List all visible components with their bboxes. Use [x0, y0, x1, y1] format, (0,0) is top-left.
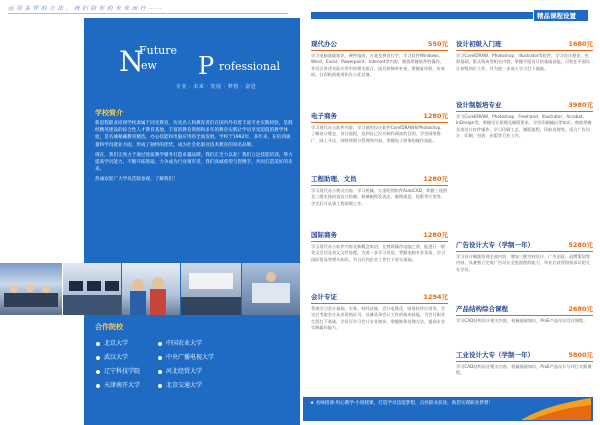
course-name: 设计初级入门班: [456, 40, 502, 48]
bullet-icon: [96, 384, 100, 388]
bullet-icon: [96, 370, 100, 374]
course-description: 学习CorelDRAW、Photoshop、Freehand、Illustrator、Acrobat、InDesign等，掌握设计原理及制版要求，学会印刷输出等知识，熟练掌握各类设计软件操作，学习印刷工艺、制版流程、印前处理等，适合广告设计、印刷、包装、出版等行业工作。: [456, 114, 592, 139]
footer-swoosh-graphic: [521, 398, 591, 420]
intro-paragraph: 新思程职业培训学校隶属于同光教育，历史名人和教育者们在国内外有着丰富专业实践经验，是群经精英建设的综合性人才教育基地，丰富的教育资源和多年的教育实践让学员享受超值的教学体验，是名城秘藏教育精选，办公技能和电脑应用的全面发展。学校于1992年，多年来，在培训质量和学员就业方面，形成了独特的优势，成为社会化职业技术教育的知名品牌。: [95, 121, 293, 148]
course-divider: [311, 185, 448, 186]
course-price: 550元: [427, 40, 448, 48]
classroom-photo: [0, 263, 62, 315]
course-description: 学习现代办公软件内容及新概念英语，在熟练操作电脑之余，能进行一般英文会话及英文文件处理，为进一步学习英语，掌握电脑专业英语，学习国际贸易等相关知识，为日后到企业工作打下坚实基础。: [311, 244, 446, 262]
course-name: 产品结构综合课程: [456, 305, 508, 313]
course-name: 会计专证: [311, 293, 337, 301]
intro-paragraph: 热诚欢迎广大学员莅临参观，了解我们！: [95, 177, 178, 183]
course-description: 系统学习会计基础、实务、财经法规、会计电算化、财务软件应用等，学完后考取会计从业资格证书，具备从事会计工作的基本技能，为会计职业生涯打下基础，学员可学习会计专业知识、掌握账务处理方法，提高专业实践操作能力。: [311, 306, 446, 331]
course-item: [311, 111, 448, 166]
course-description: 学习现代办公软件内容，学习使用设计软件CorelDRAW和Photoshop，了解设计理念、设计流程，达到自己设计制作网站的目的，学会网络推广、网上开店、网络营销与管理等内容，掌握电子商务的操作技能。: [311, 125, 445, 143]
partner-name: 中央广播电视大学: [166, 354, 215, 361]
logo-letter-n: N: [119, 45, 144, 78]
course-description: 学习CAD结构设计相关内容，机械基础知识，ProE产品设计综合课程。: [456, 318, 588, 323]
bullet-icon: [158, 342, 162, 346]
office-photo: [242, 263, 300, 315]
partner-name: 天津南开大学: [104, 382, 141, 389]
courses-tab-label: 精品课程设置: [537, 12, 576, 20]
course-name: 国际商务: [311, 231, 337, 239]
partner-item: [158, 380, 202, 389]
students-photo: [122, 263, 180, 315]
course-name: 现代办公: [311, 40, 337, 48]
bullet-icon: [158, 356, 162, 360]
lecture-photo-graphic: [181, 263, 241, 315]
course-divider: [456, 111, 593, 112]
course-price: 1294元: [423, 293, 448, 301]
course-description: 学习电脑基础知识、硬件组成、五笔及拼音打字，学习软件Windows、Word、Excel、Powerpoint、Internet等内容，熟练掌握软件的操作，并综合讲述实际应用中的相关组合、技巧和简单补充，掌握复印机、传真机、打印机的使用和办公化设备。: [311, 53, 446, 78]
bullet-icon: [158, 370, 162, 374]
course-divider: [456, 251, 593, 252]
tagline: 运 用 多 样 的 方 法 ， 我 们 陪 你 的 未 来 而 行 ······: [8, 6, 162, 12]
intro-body: [95, 120, 293, 187]
course-description: 学习设计制版培训全部内容，增加三维空间设计、广告创意、品牌策划等内容，具备独立完成广告设计全套流程的能力，毕业后获得国家承认的大专学历。: [456, 254, 591, 272]
lecture-photo: [181, 263, 241, 315]
course-name: 工程助理、文员: [311, 175, 357, 183]
course-description: 学习CorelDRAW、Photoshop、Illustrator等软件，学习设计理论、色彩基础、版式构成等相关内容，掌握平面设计的基础技能，可胜任平面设计初级岗位工作，并为进一步深入学习打下基础。: [456, 53, 591, 71]
course-price: 1280元: [423, 175, 448, 183]
logo-letter-p: P: [198, 52, 215, 80]
footer-text: ★ 名师授课·用心教学·小班授课，打造学员技能梦想，点亮职业前途，助您实现职业梦想！: [310, 401, 494, 406]
logo-subtitle: 专业 · 未来 · 发展 · 梦想 · 奋进: [176, 84, 257, 90]
course-description: 学习现代办公相关内容，学习机械、五金绘图软件AutoCAD，掌握三视图及三维实体的表达与绘制、机械制图及表达、制图规范、投影等应用等，学完后可从事工程助理工作。: [311, 188, 447, 206]
partner-name: 武汉大学: [104, 354, 129, 361]
bullet-icon: [96, 356, 100, 360]
logo-word-professional: rofessional: [219, 60, 281, 73]
partner-name: 河北经贸大学: [166, 368, 203, 375]
course-name: 设计制版培专业: [456, 101, 502, 109]
bullet-icon: [96, 342, 100, 346]
partner-name: 北京大学: [104, 340, 129, 347]
partner-name: 中国农业大学: [166, 340, 203, 347]
partner-item: [96, 380, 140, 389]
course-divider: [311, 303, 448, 304]
course-name: 电子商务: [311, 112, 337, 120]
course-price: 1680元: [568, 40, 593, 48]
course-item: [456, 240, 593, 288]
logo-word-future: Future: [139, 44, 177, 57]
course-item: [311, 292, 448, 352]
course-price: 3980元: [568, 101, 593, 109]
course-price: 2680元: [568, 305, 593, 313]
classroom-photo-graphic: [0, 263, 62, 315]
course-divider: [456, 315, 593, 316]
course-divider: [311, 50, 448, 51]
course-name: 广告设计大专（学制一年）: [456, 241, 534, 249]
bullet-icon: [158, 384, 162, 388]
partners-title: 合作院校: [95, 323, 123, 331]
students-photo-graphic: [122, 263, 180, 315]
course-item: [456, 304, 593, 334]
intro-paragraph: 现在，我们正致力于通过优质教学服务打造卓越品牌，我们正全力以赴！我们立足技能培训，努力提高学员能力，不断开拓进取，力争成为行业领军者。我们真诚希望与您携手，共同打造美好的未来。: [95, 152, 293, 173]
course-item: [456, 350, 593, 380]
course-divider: [456, 50, 593, 51]
partner-item: [158, 366, 202, 375]
intro-title: 学校简介: [95, 109, 123, 117]
partner-item: [96, 352, 128, 361]
course-price: 1280元: [423, 231, 448, 239]
course-divider: [311, 241, 448, 242]
course-description: 学习CAD结构设计相关内容，机械基础知识，ProE产品设计与项目实践课程。: [456, 364, 592, 376]
course-item: [311, 39, 448, 99]
course-item: [311, 174, 448, 222]
course-name: 工业设计大专（学制一年）: [456, 351, 534, 359]
course-item: [456, 39, 593, 89]
partner-item: [96, 366, 140, 375]
partner-item: [96, 338, 128, 347]
course-price: 5800元: [568, 351, 593, 359]
logo-word-new: ew: [141, 59, 157, 72]
office-photo-graphic: [242, 263, 300, 315]
partner-name: 北京交通大学: [166, 382, 203, 389]
course-price: 1280元: [423, 112, 448, 120]
photo-strip: [0, 263, 300, 315]
course-price: 5280元: [568, 241, 593, 249]
partner-item: [158, 338, 202, 347]
tagline-divider: [8, 13, 288, 14]
course-item: [456, 100, 593, 220]
computer-lab-photo: [63, 263, 121, 315]
partner-name: 辽宁科技学院: [104, 368, 141, 375]
course-item: [311, 230, 448, 285]
partner-item: [158, 352, 214, 361]
course-divider: [311, 122, 448, 123]
computer-lab-graphic: [63, 263, 121, 315]
left-blue-panel: [84, 18, 300, 425]
course-divider: [456, 361, 593, 362]
